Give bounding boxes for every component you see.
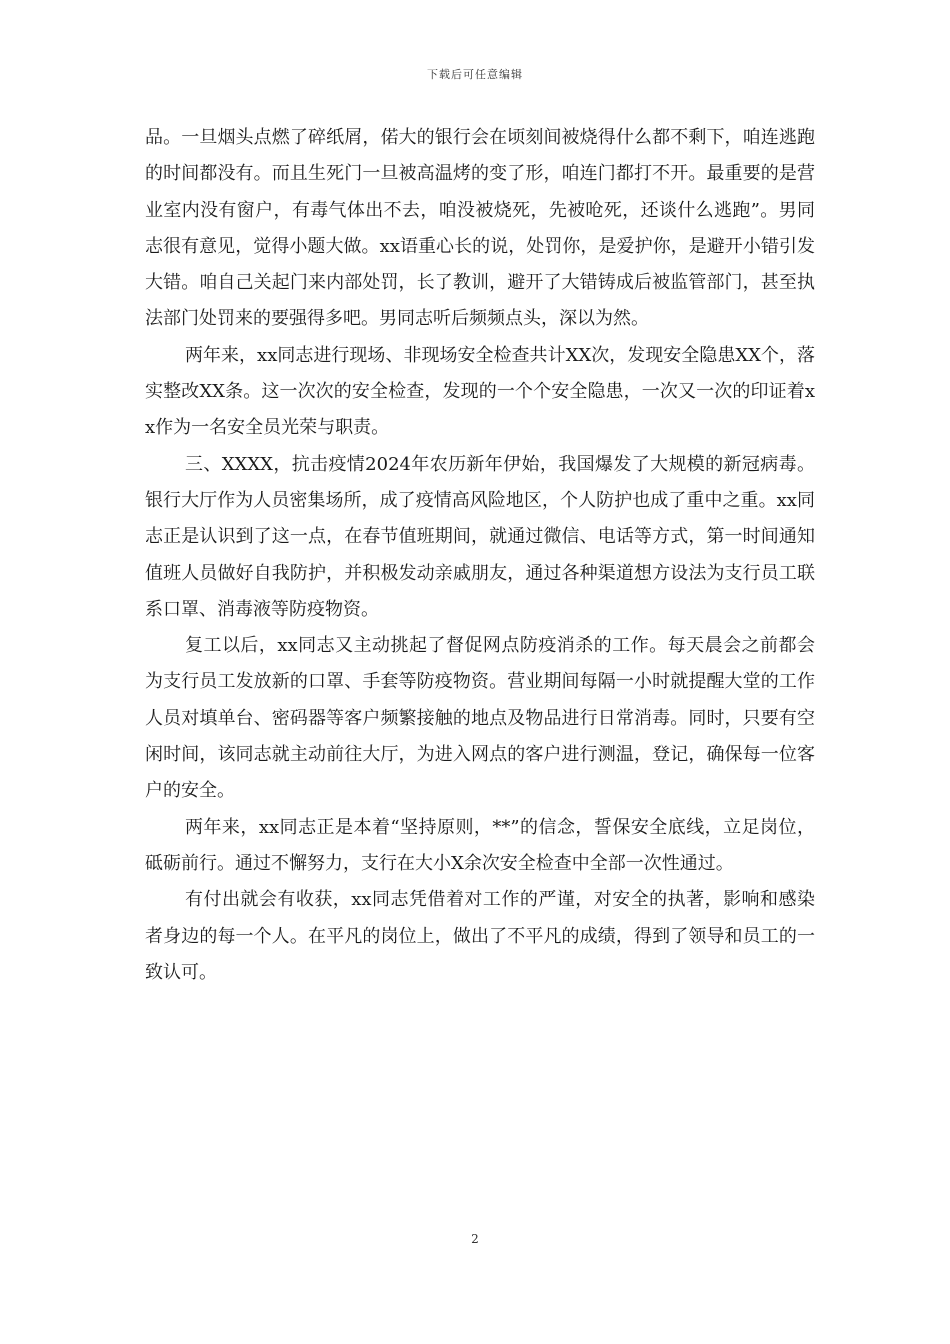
paragraph-conclusion: 有付出就会有收获，xx同志凭借着对工作的严谨，对安全的执著，影响和感染者身边的每一个人。在平凡的岗位上，做出了不平凡的成绩，得到了领导和员工的一致认可。 (145, 889, 815, 983)
paragraph-epidemic-response: 三、XXXX，抗击疫情2024年农历新年伊始，我国爆发了大规模的新冠病毒。银行大厅作为人员密集场所，成了疫情高风险地区，个人防护也成了重中之重。xx同志正是认识到了这一点，在春节值班期间，就通过微信、电话等方式，第一时间通知值班人员做好自我防护，并积极发动亲戚朋友，通过各种渠道想方设法为支行员工联系口罩、消毒液等防疫物资。 (145, 453, 815, 620)
paragraph-safety-checks: 两年来，xx同志进行现场、非现场安全检查共计XX次，发现安全隐患XX个，落实整改XX条。这一次次的安全检查，发现的一个个安全隐患，一次又一次的印证着xx作为一名安全员光荣与职责。 (145, 344, 815, 439)
paragraph-continuation: 品。一旦烟头点燃了碎纸屑，偌大的银行会在顷刻间被烧得什么都不剩下，咱连逃跑的时间都没有。而且生死门一旦被高温烤的变了形，咱连门都打不开。最重要的是营业室内没有窗户，有毒气体出不去，咱没被烧死，先被呛死，还谈什么逃跑”。男同志很有意见，觉得小题大做。xx语重心长的说，处罚你，是爱护你，是避开小错引发大错。咱自己关起门来内部处罚，长了教训，避开了大错铸成后被监管部门，甚至执法部门处罚来的要强得多吧。男同志听后频频点头，深以为然。 (145, 127, 815, 330)
page-number: 2 (471, 1232, 479, 1246)
paragraph-return-to-work: 复工以后，xx同志又主动挑起了督促网点防疫消杀的工作。每天晨会之前都会为支行员工发放新的口罩、手套等防疫物资。营业期间每隔一小时就提醒大堂的工作人员对填单台、密码器等客户频繁接触的地点及物品进行日常消毒。同时，只要有空闲时间，该同志就主动前往大厅，为进入网点的客户进行测温，登记，确保每一位客户的安全。 (145, 635, 815, 802)
page-header: 下载后可任意编辑 (427, 68, 523, 81)
document-body (145, 120, 815, 991)
paragraph-principles: 两年来，xx同志正是本着“坚持原则，**”的信念，誓保安全底线，立足岗位，砥砺前行。通过不懈努力，支行在大小X余次安全检查中全部一次性通过。 (145, 816, 815, 874)
